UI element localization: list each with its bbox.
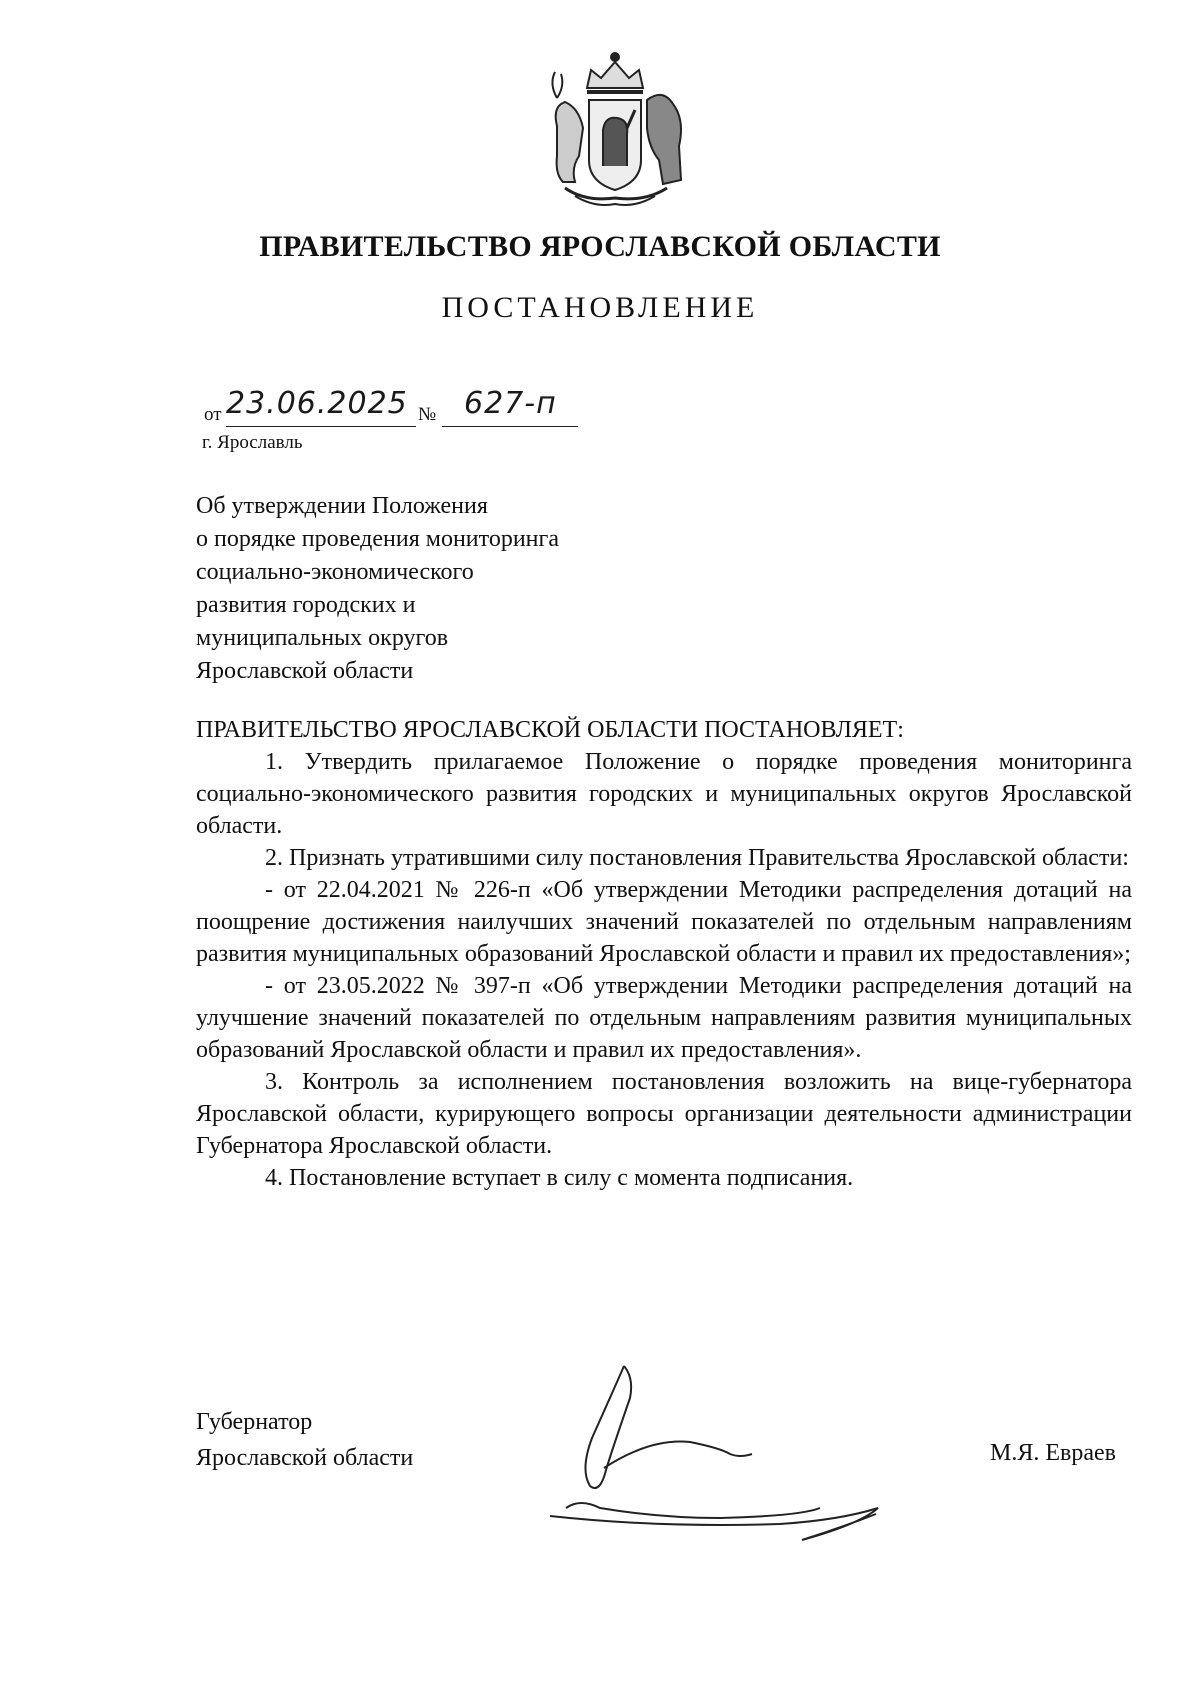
document-date: 23.06.2025: [226, 386, 408, 421]
signer-position: [196, 1404, 413, 1476]
signer-name: М.Я. Евраев: [990, 1440, 1116, 1466]
document-city: г. Ярославль: [202, 432, 303, 453]
subject-line: муниципальных округов: [196, 625, 449, 651]
subject-line: развития городских и: [196, 592, 416, 618]
body-paragraph: - от 22.04.2021 № 226-п «Об утверждении Методики распределения дотаций на поощрение достижения наилучших значений показателей по отдельным направлениям развития муниципальных образований Ярославской области и правил их предоставления»;: [196, 877, 1132, 967]
subject-line: о порядке проведения мониторинга: [196, 526, 559, 552]
date-number-line: [204, 386, 604, 430]
body-paragraph: 3. Контроль за исполнением постановления возложить на вице-губернатора Ярославской области, курирующего вопросы организации деятельности администрации Губернатора Ярославской области.: [196, 1069, 1132, 1159]
date-prefix: от: [204, 404, 222, 425]
handwritten-signature: [540, 1358, 910, 1548]
coat-of-arms-emblem: [535, 48, 695, 210]
document-type: ПОСТАНОВЛЕНИЕ: [441, 291, 759, 324]
signer-position-line: Ярославской области: [196, 1445, 414, 1471]
body-paragraph: 2. Признать утратившими силу постановления Правительства Ярославской области:: [265, 845, 1129, 871]
resolution-lead: ПРАВИТЕЛЬСТВО ЯРОСЛАВСКОЙ ОБЛАСТИ ПОСТАНОВЛЯЕТ:: [196, 717, 904, 743]
body-paragraph: 4. Постановление вступает в силу с момента подписания.: [265, 1165, 854, 1191]
body-paragraph: 1. Утвердить прилагаемое Положение о порядке проведения мониторинга социально-экономического развития городских и муниципальных округов Ярославской области.: [196, 749, 1132, 839]
document-subject: [196, 490, 696, 688]
document-number: 627-п: [464, 386, 557, 421]
body-paragraph: - от 23.05.2022 № 397-п «Об утверждении Методики распределения дотаций на улучшение значений показателей по отдельным направлениям развития муниципальных образований Ярославской области и правил их предоставления».: [196, 973, 1132, 1063]
subject-line: Об утверждении Положения: [196, 493, 488, 519]
date-underline: [226, 426, 416, 427]
number-underline: [442, 426, 578, 427]
document-body: [196, 714, 1132, 1194]
organization-title: ПРАВИТЕЛЬСТВО ЯРОСЛАВСКОЙ ОБЛАСТИ: [259, 230, 941, 263]
subject-line: Ярославской области: [196, 658, 414, 684]
subject-line: социально-экономического: [196, 559, 474, 585]
signer-position-line: Губернатор: [196, 1409, 313, 1435]
number-prefix: №: [418, 404, 437, 425]
